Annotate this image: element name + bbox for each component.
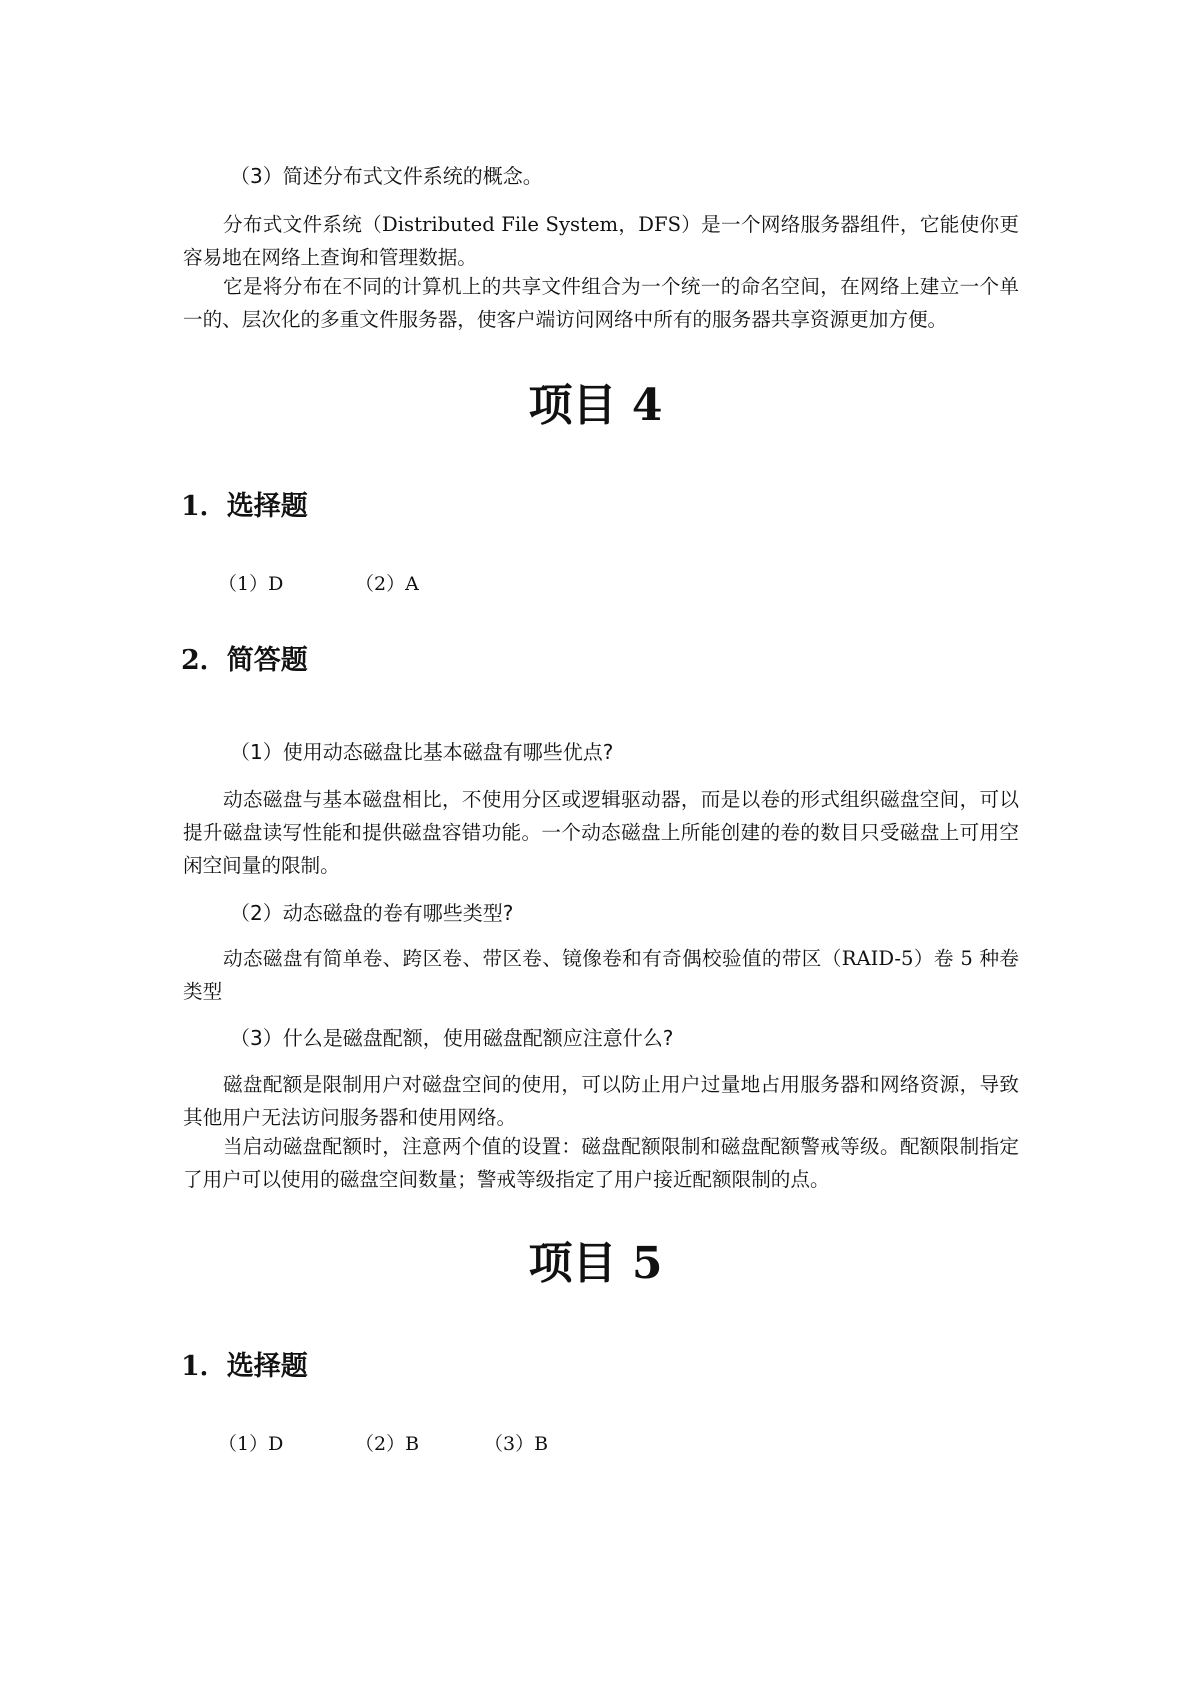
project-4-question-3: （3）什么是磁盘配额，使用磁盘配额应注意什么?: [230, 1026, 674, 1050]
project-4-answer-1: （1）D: [218, 573, 284, 595]
answer-paragraph-dfs-namespace: 它是将分布在不同的计算机上的共享文件组合为一个统一的命名空间，在网络上建立一个单一的、层次化的多重文件服务器，使客户端访问网络中所有的服务器共享资源更加方便。: [183, 275, 1019, 331]
project-5-answer-2: （2）B: [355, 1433, 420, 1455]
project-4-title: 项目 4: [528, 380, 663, 431]
project-4-answer-2: （2）A: [355, 573, 419, 595]
answer-paragraph-dfs-definition: 分布式文件系统（Distributed File System，DFS）是一个网络服务器组件，它能使你更容易地在网络上查询和管理数据。: [183, 213, 1019, 269]
project-5-title: 项目 5: [528, 1238, 663, 1289]
project-5-answer-1: （1）D: [218, 1433, 284, 1455]
project-4-question-1: （1）使用动态磁盘比基本磁盘有哪些优点?: [230, 740, 614, 764]
project-4-answer-2-text: 动态磁盘有简单卷、跨区卷、带区卷、镜像卷和有奇偶校验值的带区（RAID-5）卷 5 种卷类型: [183, 947, 1019, 1003]
project-4-short-answer-heading: 2．简答题: [181, 645, 308, 676]
project-4-choice-heading: 1．选择题: [181, 491, 308, 522]
project-4-answer-3-text-1: 磁盘配额是限制用户对磁盘空间的使用，可以防止用户过量地占用服务器和网络资源，导致其他用户无法访问服务器和使用网络。: [183, 1073, 1019, 1129]
project-4-answer-3-text-2: 当启动磁盘配额时，注意两个值的设置：磁盘配额限制和磁盘配额警戒等级。配额限制指定了用户可以使用的磁盘空间数量；警戒等级指定了用户接近配额限制的点。: [183, 1135, 1019, 1191]
question-3-distributed-fs: （3）简述分布式文件系统的概念。: [230, 164, 543, 188]
project-5-choice-heading: 1．选择题: [181, 1351, 308, 1382]
project-4-answer-1-text: 动态磁盘与基本磁盘相比，不使用分区或逻辑驱动器，而是以卷的形式组织磁盘空间，可以提升磁盘读写性能和提供磁盘容错功能。一个动态磁盘上所能创建的卷的数目只受磁盘上可用空闲空间量的限制。: [183, 788, 1019, 877]
project-4-question-2: （2）动态磁盘的卷有哪些类型?: [230, 901, 514, 925]
project-5-answer-3: （3）B: [484, 1433, 549, 1455]
